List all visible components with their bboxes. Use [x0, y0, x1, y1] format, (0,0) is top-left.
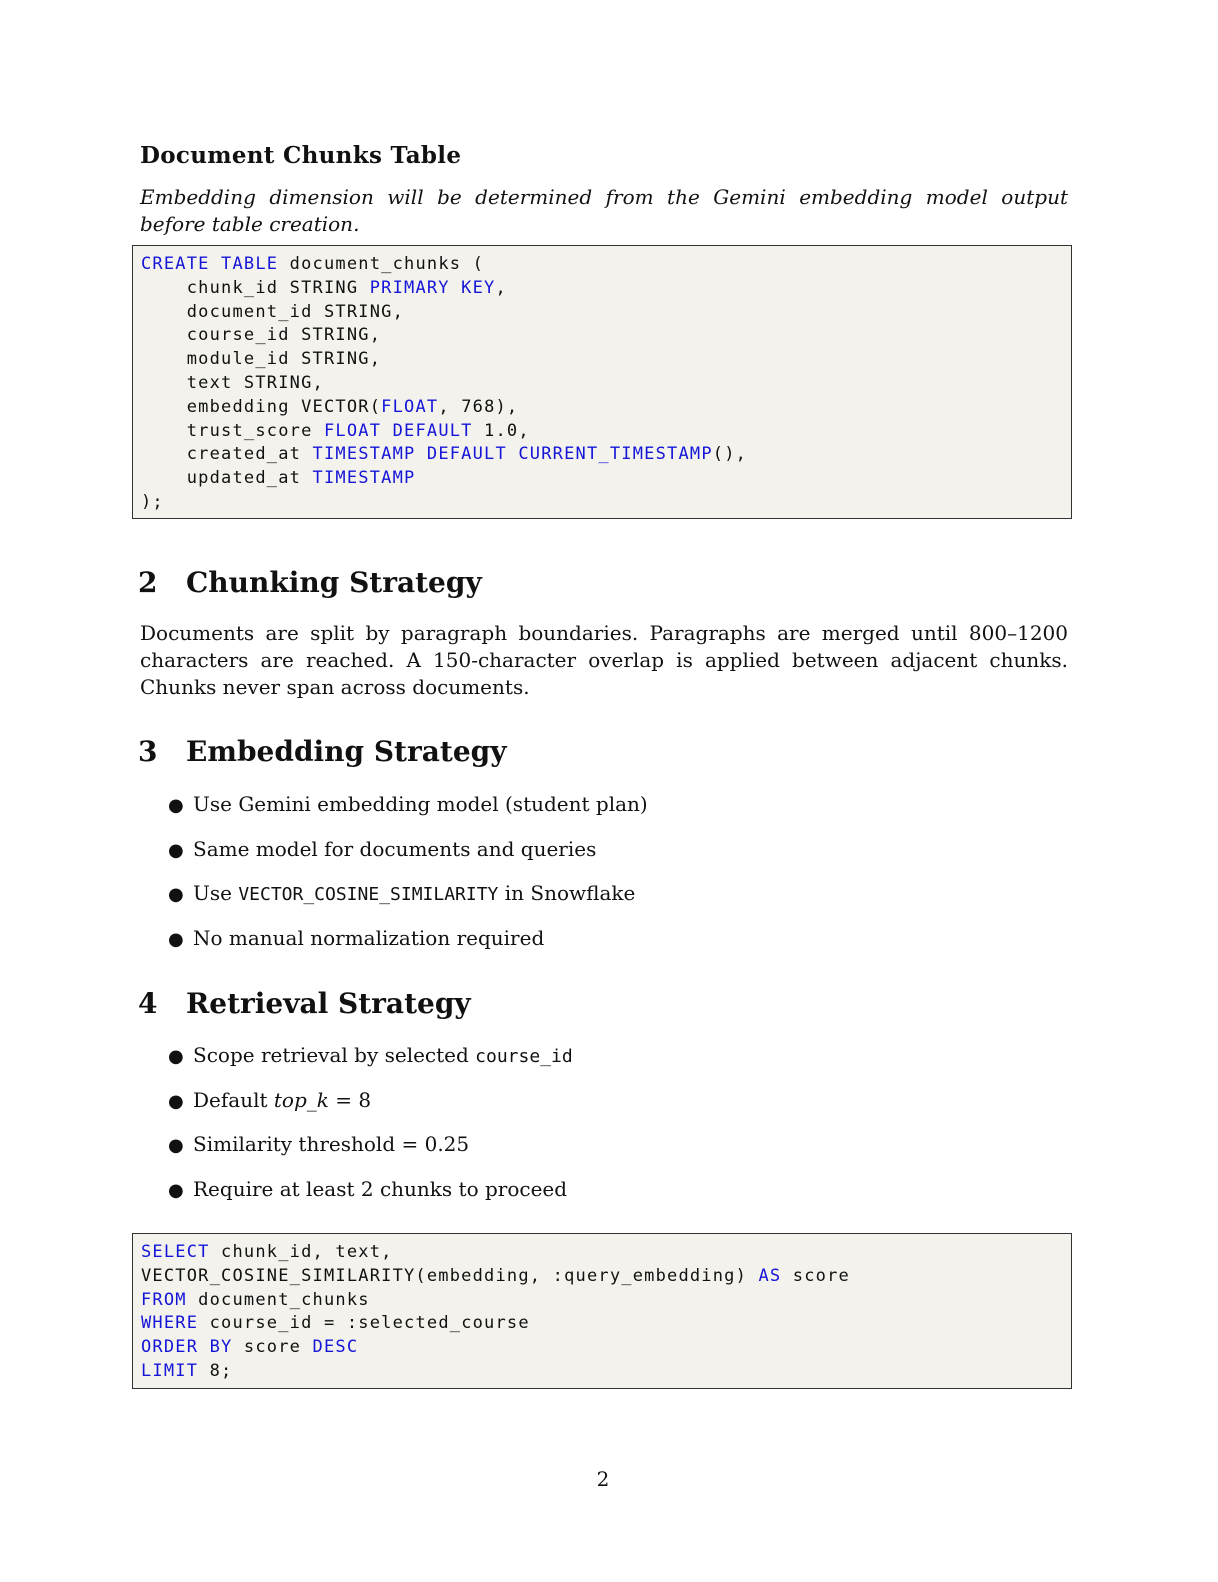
sql-keyword: DESC [312, 1337, 359, 1358]
code-line: ); [141, 491, 164, 512]
code-line: text STRING, [141, 372, 324, 393]
code-line [141, 1289, 1071, 1313]
code-text: (), [712, 444, 748, 465]
inline-code: VECTOR_COSINE_SIMILARITY [238, 884, 499, 906]
subsection-title: Document Chunks Table [140, 142, 462, 169]
list-item [168, 1176, 573, 1221]
sql-keyword: SELECT [141, 1242, 210, 1262]
create-table-code-block [132, 245, 1072, 519]
sql-keyword: ORDER BY [141, 1337, 233, 1358]
code-line: module_id STRING, [141, 349, 382, 370]
code-text: VECTOR_COSINE_SIMILARITY(embedding, :query_embedding) [141, 1265, 759, 1286]
section-heading-embedding [138, 735, 506, 768]
code-text: chunk_id, text, [209, 1242, 393, 1262]
list-item-text: Scope retrieval by selected [193, 1043, 476, 1067]
list-item-text: Default [193, 1087, 274, 1112]
bullet-icon: ● [168, 1180, 184, 1202]
bullet-icon: ● [168, 1135, 184, 1157]
sql-keyword: AS [758, 1265, 782, 1286]
bullet-icon: ● [168, 929, 184, 951]
list-item [168, 925, 648, 970]
inline-code: course_id [475, 1046, 573, 1067]
code-line [141, 1312, 1071, 1336]
section-number: 2 [138, 566, 158, 599]
list-item-text: No manual normalization required [193, 926, 545, 951]
bullet-icon: ● [168, 884, 184, 906]
list-item [168, 880, 648, 925]
code-line [141, 443, 1071, 467]
bullet-icon: ● [168, 839, 184, 861]
code-line [141, 277, 1071, 301]
list-item-text: = 8 [328, 1087, 372, 1112]
list-item [168, 791, 648, 836]
code-text: , 768), [438, 396, 519, 417]
code-text: 1.0, [472, 420, 530, 441]
code-text: document_chunks [186, 1289, 370, 1310]
section-title: Retrieval Strategy [186, 987, 471, 1020]
list-item-text: Require at least 2 chunks to proceed [193, 1177, 568, 1202]
sql-keyword: TABLE [221, 254, 279, 274]
list-item-text: in Snowflake [498, 881, 636, 906]
list-item-text: Use [193, 881, 239, 906]
code-text: document_chunks ( [278, 254, 485, 274]
retrieval-strategy-list [168, 1042, 573, 1221]
sql-keyword: TIMESTAMP [312, 468, 416, 489]
sql-keyword: CREATE [141, 254, 210, 274]
code-text: course_id = :selected_course [198, 1313, 530, 1334]
list-item [168, 836, 648, 881]
chunking-paragraph: Documents are split by paragraph boundaries. Paragraphs are merged until 800–1200 characters are reached. A 150-character overlap is applied between adjacent chunks. Chunks never span across documents. [140, 621, 1068, 699]
code-line [141, 396, 1071, 420]
list-item-text: Similarity threshold = 0.25 [193, 1132, 470, 1157]
code-text: chunk_id STRING [141, 277, 370, 298]
section-number: 3 [138, 735, 158, 768]
section-heading-retrieval [138, 987, 471, 1020]
page-number: 2 [596, 1467, 610, 1491]
code-line [141, 420, 1071, 444]
code-line: document_id STRING, [141, 301, 405, 322]
code-text: score [232, 1337, 313, 1358]
select-query-code-block [132, 1233, 1072, 1389]
list-item-text: Same model for documents and queries [193, 836, 597, 861]
section-title: Chunking Strategy [186, 566, 482, 599]
sql-keyword: TIMESTAMP DEFAULT CURRENT_TIMESTAMP [312, 444, 713, 465]
code-line [141, 1241, 1071, 1265]
code-text: , [495, 277, 507, 298]
sql-keyword: FLOAT DEFAULT [323, 420, 473, 441]
code-text: embedding VECTOR( [141, 396, 382, 417]
code-text: score [781, 1265, 850, 1286]
list-item [168, 1042, 573, 1087]
code-text: trust_score [141, 420, 324, 441]
list-item [168, 1131, 573, 1176]
sql-keyword: LIMIT [141, 1360, 199, 1381]
code-line [141, 1336, 1071, 1360]
bullet-icon: ● [168, 1046, 184, 1067]
code-text: 8; [198, 1360, 233, 1381]
section-heading-chunking [138, 566, 482, 599]
sql-keyword: WHERE [141, 1313, 199, 1334]
sql-keyword: PRIMARY KEY [369, 277, 496, 298]
sql-keyword: FLOAT [381, 396, 439, 417]
math-variable: top_k [273, 1087, 329, 1112]
code-line: course_id STRING, [141, 325, 382, 346]
list-item [168, 1087, 573, 1132]
code-text: updated_at [141, 468, 313, 489]
code-line [141, 253, 1071, 277]
sql-keyword: FROM [141, 1289, 187, 1310]
embedding-strategy-list [168, 791, 648, 970]
code-line [141, 1265, 1071, 1289]
section-number: 4 [138, 987, 158, 1020]
embedding-dimension-note: Embedding dimension will be determined from the Gemini embedding model output before table creation. [140, 185, 1068, 236]
bullet-icon: ● [168, 1090, 184, 1112]
bullet-icon: ● [168, 795, 184, 816]
code-line [141, 467, 1071, 491]
list-item-text: Use Gemini embedding model (student plan) [193, 792, 648, 816]
code-text: created_at [141, 444, 313, 465]
section-title: Embedding Strategy [186, 735, 507, 768]
code-line [141, 1360, 1071, 1384]
